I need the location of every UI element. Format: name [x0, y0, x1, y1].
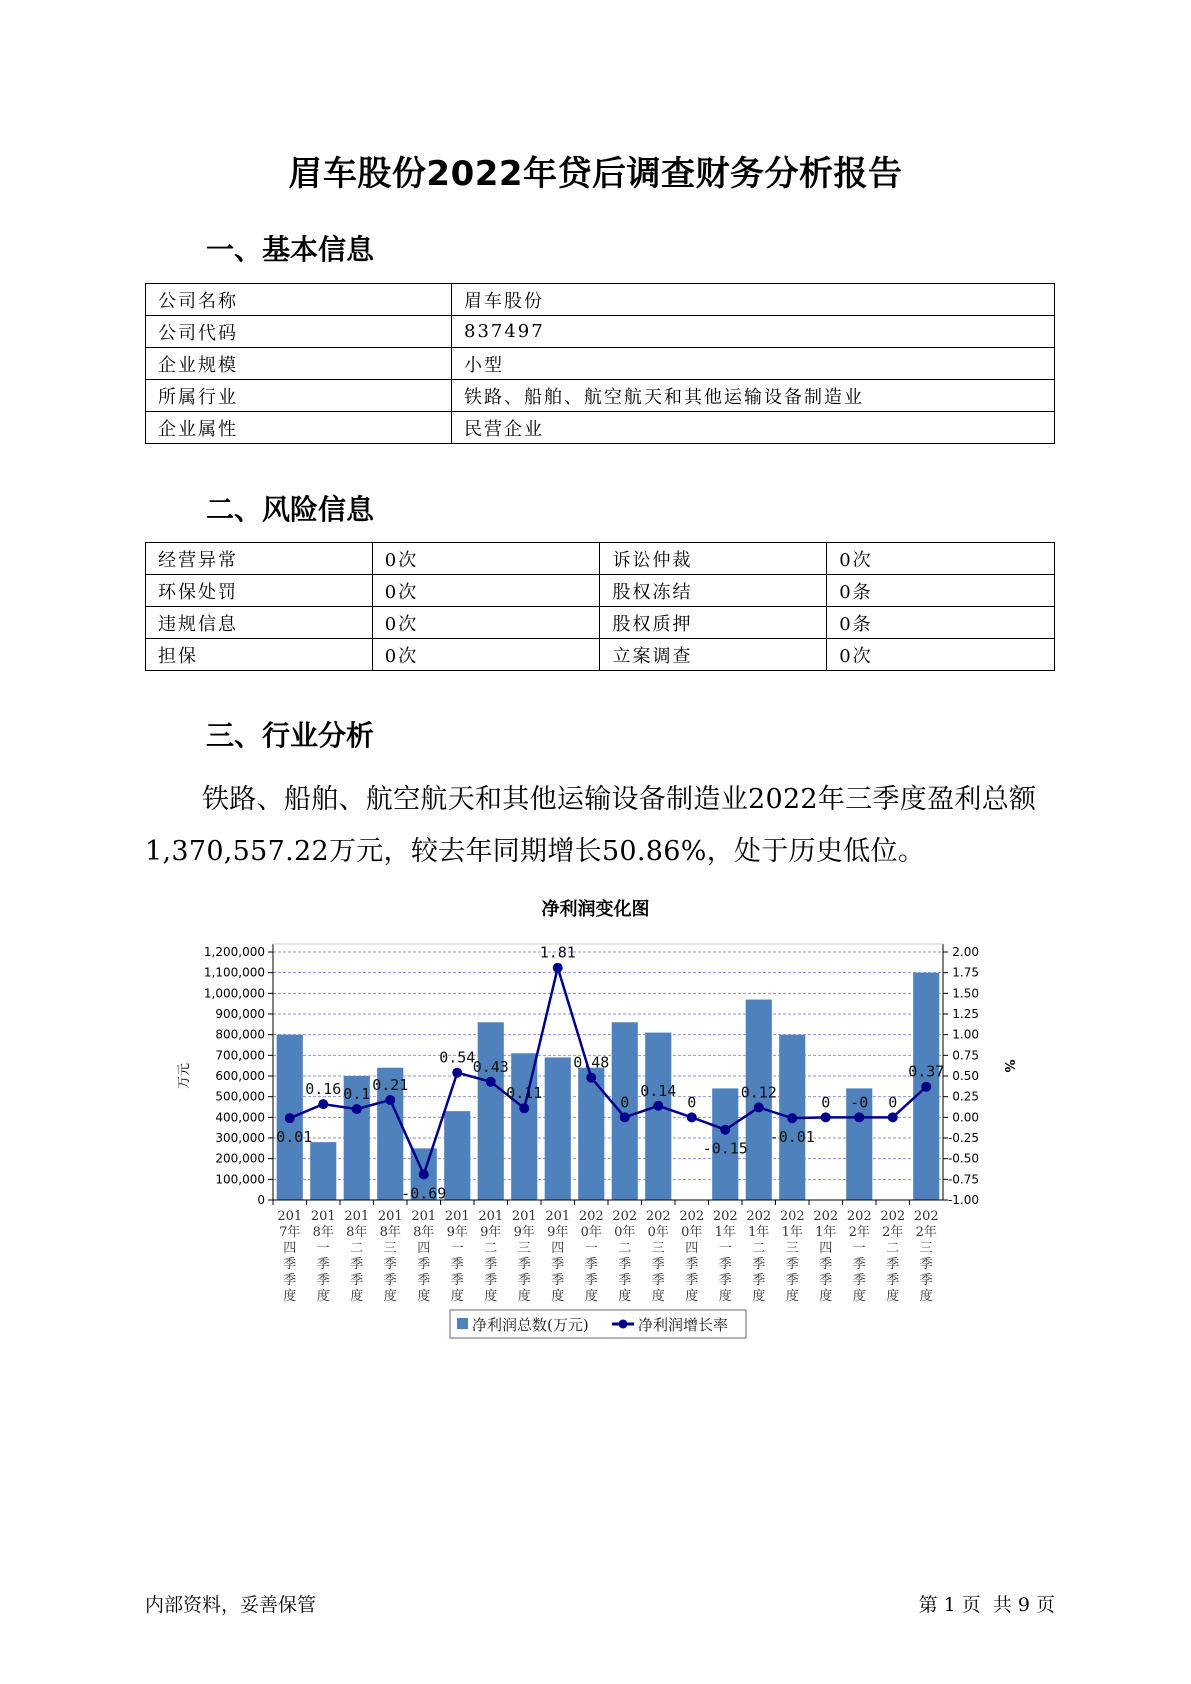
- growth-rate-data-label: 0.21: [372, 1075, 409, 1094]
- left-axis-tick-label: 1,000,000: [203, 986, 265, 1001]
- bar: [511, 1053, 537, 1200]
- growth-rate-data-label: -0.15: [702, 1139, 748, 1158]
- chart-title: 净利润变化图: [541, 899, 650, 920]
- x-axis-tick-label: 201 9年三季季度: [511, 1209, 537, 1304]
- growth-rate-data-label: 0.48: [573, 1053, 610, 1072]
- growth-rate-point: [385, 1095, 395, 1105]
- basic-info-label: 公司名称: [146, 284, 452, 316]
- growth-rate-point: [352, 1104, 362, 1114]
- right-axis-tick-label: 0.75: [952, 1048, 979, 1063]
- x-axis-tick-label: 201 9年二季季度: [478, 1209, 504, 1304]
- x-axis-tick-label: 202 0年三季季度: [645, 1209, 671, 1304]
- x-axis-tick-label: 201 8年三季季度: [377, 1209, 403, 1304]
- risk-label: 环保处罚: [146, 575, 373, 607]
- right-axis-tick-label: 1.50: [952, 986, 979, 1001]
- growth-rate-point: [687, 1112, 697, 1122]
- growth-rate-data-label: -0.01: [267, 1128, 313, 1147]
- left-axis-tick-label: 300,000: [215, 1131, 265, 1145]
- right-axis-tick-label: -0.25: [947, 1131, 979, 1145]
- risk-label: 诉讼仲裁: [600, 543, 827, 575]
- risk-label: 违规信息: [146, 607, 373, 639]
- section-heading-risk-info: 二、风险信息: [206, 493, 375, 526]
- x-axis-tick-label: 201 9年四季季度: [545, 1209, 571, 1304]
- risk-value: 0次: [372, 575, 600, 607]
- growth-rate-point: [787, 1113, 797, 1123]
- legend-line-marker: [619, 1320, 628, 1329]
- growth-rate-data-label: 0.11: [506, 1084, 543, 1103]
- growth-rate-point: [620, 1112, 630, 1122]
- growth-rate-point: [754, 1102, 764, 1112]
- x-axis-tick-label: 201 8年一季季度: [310, 1209, 336, 1304]
- growth-rate-data-label: 0.14: [640, 1081, 677, 1100]
- risk-value: 0条: [827, 607, 1055, 639]
- basic-info-value: 眉车股份: [452, 284, 1055, 316]
- left-axis-tick-label: 400,000: [215, 1110, 265, 1125]
- page-title: 眉车股份2022年贷后调查财务分析报告: [288, 154, 903, 194]
- risk-value: 0次: [372, 543, 600, 575]
- x-axis-tick-label: 201 8年四季季度: [411, 1209, 437, 1304]
- section-heading-basic-info: 一、基本信息: [206, 233, 375, 266]
- bar: [310, 1142, 336, 1200]
- risk-label: 股权冻结: [600, 575, 827, 607]
- growth-rate-data-label: 0: [687, 1093, 697, 1112]
- risk-value: 0次: [372, 639, 600, 671]
- left-axis-tick-label: 500,000: [215, 1089, 265, 1104]
- growth-rate-data-label: 0: [888, 1093, 898, 1112]
- growth-rate-data-label: -0.01: [769, 1128, 815, 1147]
- left-axis-tick-label: 600,000: [215, 1069, 265, 1083]
- x-axis-tick-label: 202 2年一季季度: [846, 1209, 872, 1304]
- x-axis-tick-label: 202 0年二季季度: [612, 1209, 638, 1304]
- left-axis-title: 万元: [177, 1062, 192, 1090]
- right-axis-tick-label: 0.00: [952, 1110, 979, 1125]
- risk-label: 经营异常: [146, 543, 373, 575]
- risk-value: 0次: [827, 543, 1055, 575]
- x-axis-tick-label: 201 7年四季季度: [277, 1209, 303, 1304]
- growth-rate-point: [821, 1112, 831, 1122]
- growth-rate-data-label: 0.37: [908, 1062, 945, 1081]
- x-axis-tick-label: 201 9年一季季度: [444, 1209, 470, 1304]
- bar: [545, 1057, 571, 1200]
- left-axis-tick-label: 100,000: [215, 1172, 265, 1187]
- growth-rate-data-label: -0.69: [401, 1184, 447, 1203]
- growth-rate-data-label: 0.12: [740, 1083, 777, 1102]
- right-axis-tick-label: -0.50: [947, 1151, 979, 1166]
- basic-info-value: 民营企业: [452, 412, 1055, 444]
- growth-rate-point: [285, 1113, 295, 1123]
- left-axis-tick-label: 1,100,000: [203, 965, 265, 980]
- x-axis-tick-label: 202 1年三季季度: [779, 1209, 805, 1304]
- legend-bar-label: 净利润总数(万元): [472, 1316, 589, 1334]
- right-axis-tick-label: -1.00: [947, 1193, 979, 1207]
- x-axis-tick-label: 202 1年二季季度: [746, 1209, 772, 1304]
- growth-rate-data-label: 0.1: [343, 1085, 371, 1104]
- right-axis-tick-label: 0.50: [952, 1069, 979, 1083]
- growth-rate-data-label: 1.81: [539, 943, 576, 962]
- basic-info-value: 837497: [452, 316, 1055, 348]
- growth-rate-data-label: -0: [850, 1093, 869, 1112]
- growth-rate-point: [486, 1077, 496, 1087]
- growth-rate-point: [519, 1103, 529, 1113]
- x-axis-tick-label: 202 0年一季季度: [578, 1209, 604, 1304]
- left-axis-tick-label: 700,000: [215, 1048, 265, 1063]
- bar: [645, 1033, 671, 1200]
- right-axis-tick-label: 0.25: [952, 1089, 979, 1104]
- bar: [478, 1022, 504, 1200]
- x-axis-tick-label: 201 8年二季季度: [344, 1209, 370, 1304]
- x-axis-tick-label: 202 0年四季季度: [679, 1209, 705, 1304]
- right-axis-tick-label: 2.00: [952, 945, 979, 959]
- growth-rate-point: [586, 1073, 596, 1083]
- basic-info-value: 小型: [452, 348, 1055, 380]
- risk-label: 担保: [146, 639, 373, 671]
- left-axis-tick-label: 900,000: [215, 1007, 265, 1021]
- growth-rate-data-label: 0.16: [305, 1080, 342, 1099]
- basic-info-label: 企业属性: [146, 412, 452, 444]
- industry-analysis-paragraph: 铁路、船舶、航空航天和其他运输设备制造业2022年三季度盈利总额1,370,557.22万元，较去年同期增长50.86%，处于历史低位。: [145, 784, 1037, 867]
- risk-label: 立案调查: [600, 639, 827, 671]
- legend-line-label: 净利润增长率: [638, 1316, 729, 1334]
- footer-page-number: 第 1 页 共 9 页: [918, 1594, 1055, 1616]
- growth-rate-point: [419, 1169, 429, 1179]
- basic-info-value: 铁路、船舶、航空航天和其他运输设备制造业: [452, 380, 1055, 412]
- growth-rate-point: [452, 1068, 462, 1078]
- right-axis-title: %: [1001, 1059, 1016, 1073]
- risk-value: 0次: [827, 639, 1055, 671]
- x-axis-tick-label: 202 2年二季季度: [880, 1209, 906, 1304]
- growth-rate-point: [888, 1112, 898, 1122]
- legend-bar-swatch: [457, 1318, 468, 1329]
- bar: [444, 1111, 470, 1200]
- basic-info-label: 公司代码: [146, 316, 452, 348]
- growth-rate-point: [318, 1099, 328, 1109]
- risk-label: 股权质押: [600, 607, 827, 639]
- basic-info-label: 所属行业: [146, 380, 452, 412]
- section-heading-industry-analysis: 三、行业分析: [206, 719, 375, 752]
- risk-value: 0次: [372, 607, 600, 639]
- x-axis-tick-label: 202 2年三季季度: [913, 1209, 939, 1304]
- x-axis-tick-label: 202 1年一季季度: [712, 1209, 738, 1304]
- growth-rate-point: [921, 1082, 931, 1092]
- right-axis-tick-label: 1.25: [952, 1007, 979, 1021]
- basic-info-label: 企业规模: [146, 348, 452, 380]
- growth-rate-data-label: 0.43: [472, 1057, 509, 1076]
- right-axis-tick-label: 1.75: [952, 965, 979, 980]
- left-axis-tick-label: 200,000: [215, 1151, 265, 1166]
- growth-rate-data-label: 0.54: [439, 1048, 476, 1067]
- footer-confidential-note: 内部资料，妥善保管: [145, 1594, 317, 1616]
- left-axis-tick-label: 0: [257, 1193, 265, 1207]
- growth-rate-point: [553, 963, 563, 973]
- growth-rate-data-label: 0: [821, 1093, 831, 1112]
- right-axis-tick-label: -0.75: [947, 1172, 979, 1187]
- growth-rate-point: [720, 1125, 730, 1135]
- growth-rate-point: [854, 1112, 864, 1122]
- risk-value: 0条: [827, 575, 1055, 607]
- left-axis-tick-label: 800,000: [215, 1027, 265, 1042]
- right-axis-tick-label: 1.00: [952, 1027, 979, 1042]
- x-axis-tick-label: 202 1年四季季度: [813, 1209, 839, 1304]
- growth-rate-point: [653, 1101, 663, 1111]
- left-axis-tick-label: 1,200,000: [203, 945, 265, 959]
- growth-rate-data-label: 0: [620, 1093, 630, 1112]
